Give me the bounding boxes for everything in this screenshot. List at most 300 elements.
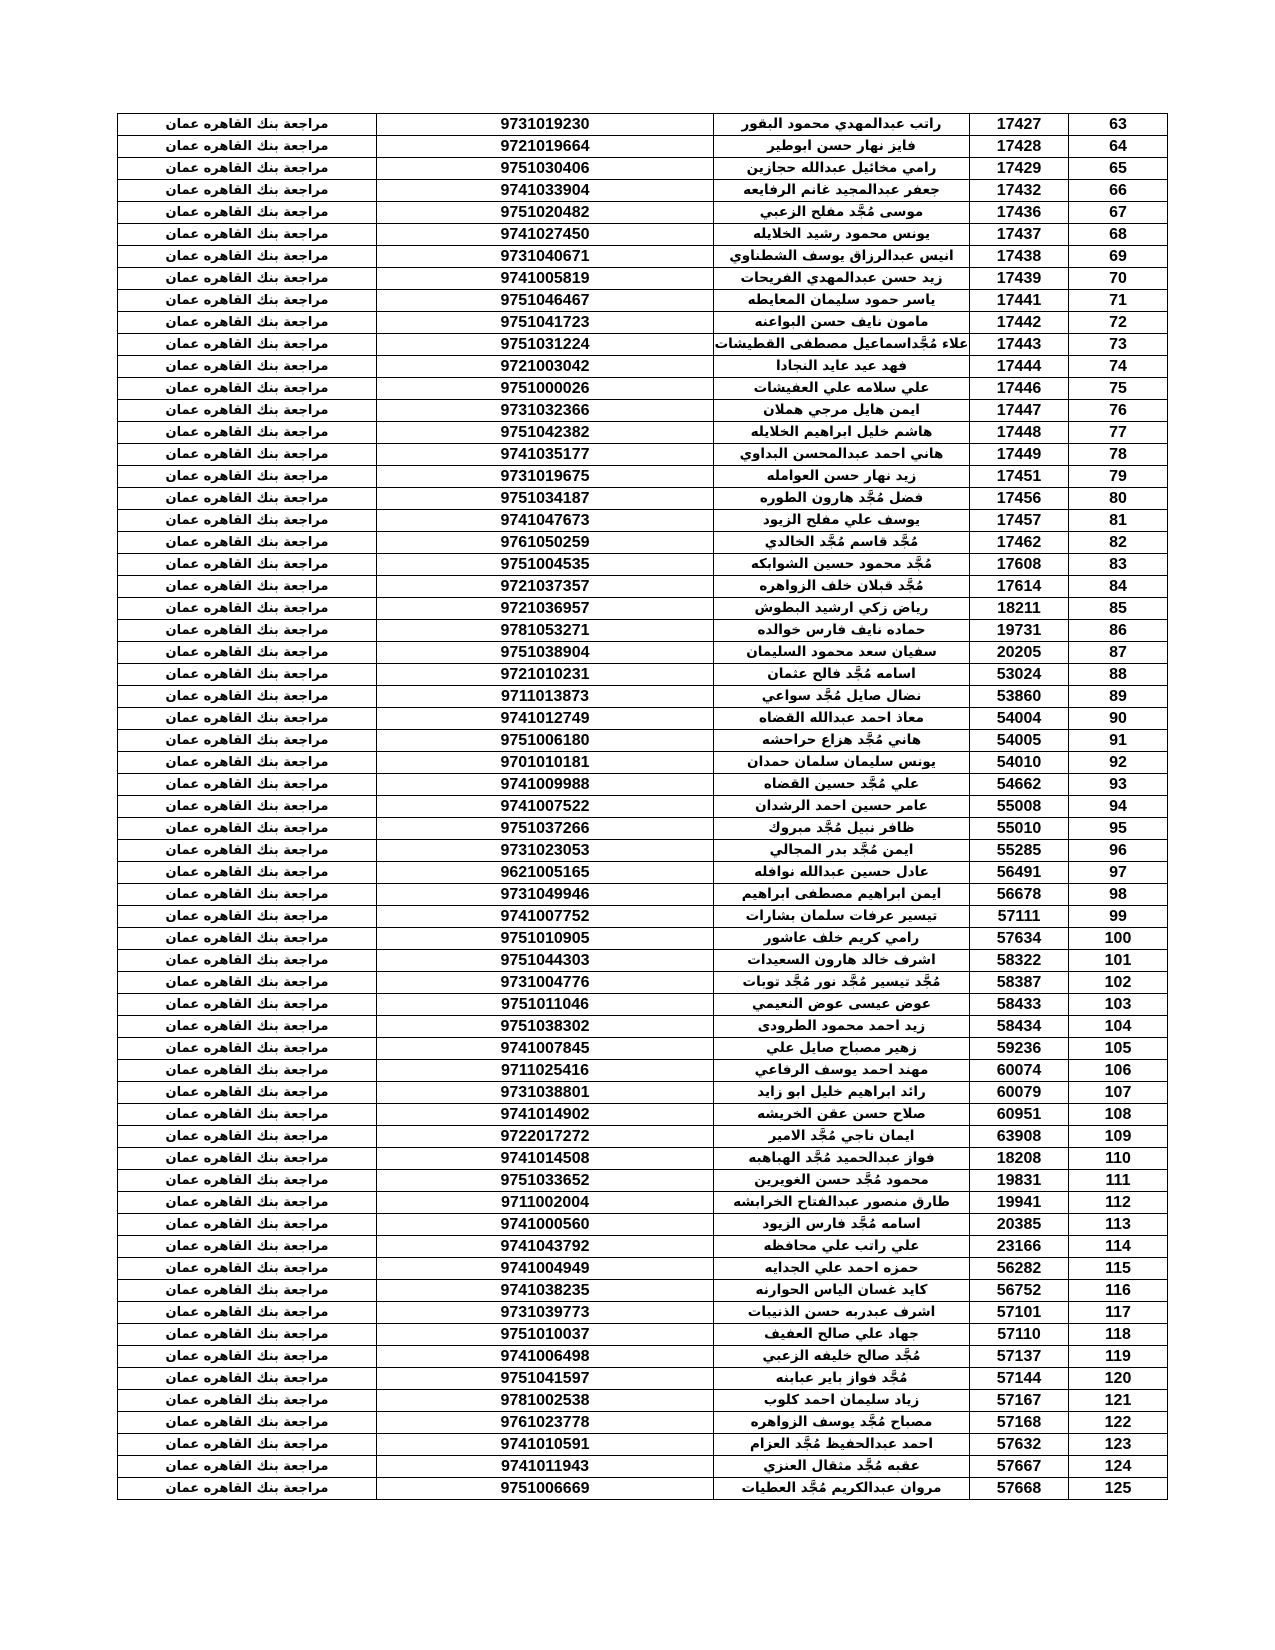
name-cell: نضال صايل مُجَّد سواعي — [714, 686, 970, 708]
employee-number-cell: 17427 — [970, 114, 1069, 136]
seq-cell: 111 — [1069, 1170, 1168, 1192]
note-cell: مراجعة بنك القاهره عمان — [118, 906, 377, 928]
table-row — [118, 1346, 1168, 1368]
note-cell: مراجعة بنك القاهره عمان — [118, 818, 377, 840]
note-cell: مراجعة بنك القاهره عمان — [118, 202, 377, 224]
note-cell: مراجعة بنك القاهره عمان — [118, 642, 377, 664]
name-cell: مامون نايف حسن البواعنه — [714, 312, 970, 334]
seq-cell: 110 — [1069, 1148, 1168, 1170]
note-cell: مراجعة بنك القاهره عمان — [118, 290, 377, 312]
seq-cell: 88 — [1069, 664, 1168, 686]
seq-cell: 116 — [1069, 1280, 1168, 1302]
table-row — [118, 1302, 1168, 1324]
table-row — [118, 290, 1168, 312]
table-row — [118, 1368, 1168, 1390]
seq-cell: 66 — [1069, 180, 1168, 202]
seq-cell: 107 — [1069, 1082, 1168, 1104]
national-id-cell: 9621005165 — [377, 862, 714, 884]
national-id-cell: 9751033652 — [377, 1170, 714, 1192]
name-cell: يونس محمود رشيد الخلايله — [714, 224, 970, 246]
note-cell: مراجعة بنك القاهره عمان — [118, 466, 377, 488]
national-id-cell: 9731019230 — [377, 114, 714, 136]
table-row — [118, 1280, 1168, 1302]
employee-number-cell: 60074 — [970, 1060, 1069, 1082]
name-cell: حمزه احمد علي الجدايه — [714, 1258, 970, 1280]
table-row — [118, 576, 1168, 598]
seq-cell: 105 — [1069, 1038, 1168, 1060]
table-row — [118, 1412, 1168, 1434]
national-id-cell: 9751034187 — [377, 488, 714, 510]
note-cell: مراجعة بنك القاهره عمان — [118, 312, 377, 334]
note-cell: مراجعة بنك القاهره عمان — [118, 554, 377, 576]
name-cell: عادل حسين عبدالله نوافله — [714, 862, 970, 884]
national-id-cell: 9741027450 — [377, 224, 714, 246]
table-row — [118, 1126, 1168, 1148]
employee-number-cell: 17614 — [970, 576, 1069, 598]
national-id-cell: 9751010037 — [377, 1324, 714, 1346]
table-row — [118, 356, 1168, 378]
seq-cell: 87 — [1069, 642, 1168, 664]
note-cell: مراجعة بنك القاهره عمان — [118, 1324, 377, 1346]
national-id-cell: 9741014508 — [377, 1148, 714, 1170]
table-row — [118, 1104, 1168, 1126]
name-cell: زيد حسن عبدالمهدي الفريحات — [714, 268, 970, 290]
note-cell: مراجعة بنك القاهره عمان — [118, 664, 377, 686]
note-cell: مراجعة بنك القاهره عمان — [118, 1060, 377, 1082]
seq-cell: 108 — [1069, 1104, 1168, 1126]
name-cell: محمود مُجَّد حسن الغويرين — [714, 1170, 970, 1192]
national-id-cell: 9741043792 — [377, 1236, 714, 1258]
note-cell: مراجعة بنك القاهره عمان — [118, 884, 377, 906]
employee-number-cell: 55010 — [970, 818, 1069, 840]
employee-number-cell: 17437 — [970, 224, 1069, 246]
employee-number-cell: 54004 — [970, 708, 1069, 730]
note-cell: مراجعة بنك القاهره عمان — [118, 620, 377, 642]
table-row — [118, 1214, 1168, 1236]
employee-number-cell: 17429 — [970, 158, 1069, 180]
note-cell: مراجعة بنك القاهره عمان — [118, 1148, 377, 1170]
employee-number-cell: 17439 — [970, 268, 1069, 290]
note-cell: مراجعة بنك القاهره عمان — [118, 1346, 377, 1368]
name-cell: زيد احمد محمود الطرودى — [714, 1016, 970, 1038]
name-cell: جهاد علي صالح العفيف — [714, 1324, 970, 1346]
seq-cell: 123 — [1069, 1434, 1168, 1456]
national-id-cell: 9711013873 — [377, 686, 714, 708]
name-cell: علي سلامه علي العفيشات — [714, 378, 970, 400]
name-cell: اسامه مُجَّد فالح عثمان — [714, 664, 970, 686]
note-cell: مراجعة بنك القاهره عمان — [118, 532, 377, 554]
table-row — [118, 554, 1168, 576]
name-cell: صلاح حسن عقن الخريشه — [714, 1104, 970, 1126]
seq-cell: 91 — [1069, 730, 1168, 752]
national-id-cell: 9751046467 — [377, 290, 714, 312]
note-cell: مراجعة بنك القاهره عمان — [118, 774, 377, 796]
seq-cell: 125 — [1069, 1478, 1168, 1500]
national-id-cell: 9721037357 — [377, 576, 714, 598]
table-row — [118, 510, 1168, 532]
employee-number-cell: 18208 — [970, 1148, 1069, 1170]
national-id-cell: 9731004776 — [377, 972, 714, 994]
name-cell: ظافر نبيل مُجَّد مبروك — [714, 818, 970, 840]
seq-cell: 120 — [1069, 1368, 1168, 1390]
seq-cell: 70 — [1069, 268, 1168, 290]
note-cell: مراجعة بنك القاهره عمان — [118, 1104, 377, 1126]
note-cell: مراجعة بنك القاهره عمان — [118, 1434, 377, 1456]
table-row — [118, 642, 1168, 664]
table-row — [118, 400, 1168, 422]
table-row — [118, 1434, 1168, 1456]
employee-number-cell: 19941 — [970, 1192, 1069, 1214]
seq-cell: 114 — [1069, 1236, 1168, 1258]
seq-cell: 67 — [1069, 202, 1168, 224]
table-row — [118, 488, 1168, 510]
table-row — [118, 1390, 1168, 1412]
note-cell: مراجعة بنك القاهره عمان — [118, 224, 377, 246]
seq-cell: 96 — [1069, 840, 1168, 862]
table-body — [118, 114, 1168, 1500]
note-cell: مراجعة بنك القاهره عمان — [118, 114, 377, 136]
name-cell: فايز نهار حسن ابوطير — [714, 136, 970, 158]
name-cell: راتب عبدالمهدي محمود البقور — [714, 114, 970, 136]
national-id-cell: 9741014902 — [377, 1104, 714, 1126]
table-row — [118, 708, 1168, 730]
table-row — [118, 906, 1168, 928]
table-row — [118, 1478, 1168, 1500]
name-cell: علي راتب علي محافظه — [714, 1236, 970, 1258]
employee-number-cell: 58322 — [970, 950, 1069, 972]
name-cell: احمد عبدالحفيظ مُجَّد العزام — [714, 1434, 970, 1456]
name-cell: مُجَّد قاسم مُجَّد الخالدي — [714, 532, 970, 554]
national-id-cell: 9731040671 — [377, 246, 714, 268]
seq-cell: 115 — [1069, 1258, 1168, 1280]
seq-cell: 112 — [1069, 1192, 1168, 1214]
national-id-cell: 9731032366 — [377, 400, 714, 422]
name-cell: هاشم خليل ابراهيم الخلايله — [714, 422, 970, 444]
table-row — [118, 1456, 1168, 1478]
note-cell: مراجعة بنك القاهره عمان — [118, 686, 377, 708]
national-id-cell: 9741006498 — [377, 1346, 714, 1368]
note-cell: مراجعة بنك القاهره عمان — [118, 1126, 377, 1148]
employee-number-cell: 53860 — [970, 686, 1069, 708]
table-row — [118, 994, 1168, 1016]
national-id-cell: 9701010181 — [377, 752, 714, 774]
note-cell: مراجعة بنك القاهره عمان — [118, 1390, 377, 1412]
employee-number-cell: 60079 — [970, 1082, 1069, 1104]
employee-number-cell: 17446 — [970, 378, 1069, 400]
name-cell: رامي مخائيل عبدالله حجازين — [714, 158, 970, 180]
employee-number-cell: 57110 — [970, 1324, 1069, 1346]
table-row — [118, 1016, 1168, 1038]
seq-cell: 113 — [1069, 1214, 1168, 1236]
note-cell: مراجعة بنك القاهره عمان — [118, 994, 377, 1016]
employee-number-cell: 17436 — [970, 202, 1069, 224]
seq-cell: 69 — [1069, 246, 1168, 268]
seq-cell: 73 — [1069, 334, 1168, 356]
employee-number-cell: 20385 — [970, 1214, 1069, 1236]
seq-cell: 82 — [1069, 532, 1168, 554]
note-cell: مراجعة بنك القاهره عمان — [118, 422, 377, 444]
seq-cell: 86 — [1069, 620, 1168, 642]
note-cell: مراجعة بنك القاهره عمان — [118, 400, 377, 422]
national-id-cell: 9721010231 — [377, 664, 714, 686]
name-cell: مُجَّد محمود حسين الشوابكه — [714, 554, 970, 576]
national-id-cell: 9741000560 — [377, 1214, 714, 1236]
table-row — [118, 334, 1168, 356]
table-row — [118, 114, 1168, 136]
name-cell: مهند احمد يوسف الرفاعي — [714, 1060, 970, 1082]
employee-number-cell: 58387 — [970, 972, 1069, 994]
employee-number-cell: 63908 — [970, 1126, 1069, 1148]
table-row — [118, 1148, 1168, 1170]
name-cell: هاني مُجَّد هزاع حراحشه — [714, 730, 970, 752]
employee-number-cell: 23166 — [970, 1236, 1069, 1258]
note-cell: مراجعة بنك القاهره عمان — [118, 1302, 377, 1324]
national-id-cell: 9721036957 — [377, 598, 714, 620]
national-id-cell: 9751044303 — [377, 950, 714, 972]
table-row — [118, 620, 1168, 642]
seq-cell: 92 — [1069, 752, 1168, 774]
national-id-cell: 9741047673 — [377, 510, 714, 532]
note-cell: مراجعة بنك القاهره عمان — [118, 268, 377, 290]
name-cell: ياسر حمود سليمان المعايطه — [714, 290, 970, 312]
national-id-cell: 9741033904 — [377, 180, 714, 202]
table-row — [118, 532, 1168, 554]
note-cell: مراجعة بنك القاهره عمان — [118, 1368, 377, 1390]
seq-cell: 121 — [1069, 1390, 1168, 1412]
employee-number-cell: 17451 — [970, 466, 1069, 488]
name-cell: هاني احمد عبدالمحسن البداوي — [714, 444, 970, 466]
name-cell: اشرف خالد هارون السعيدات — [714, 950, 970, 972]
table-row — [118, 796, 1168, 818]
note-cell: مراجعة بنك القاهره عمان — [118, 158, 377, 180]
employee-number-cell: 57144 — [970, 1368, 1069, 1390]
table-row — [118, 752, 1168, 774]
employee-number-cell: 57111 — [970, 906, 1069, 928]
national-id-cell: 9781053271 — [377, 620, 714, 642]
national-id-cell: 9711025416 — [377, 1060, 714, 1082]
employee-number-cell: 53024 — [970, 664, 1069, 686]
note-cell: مراجعة بنك القاهره عمان — [118, 356, 377, 378]
employee-number-cell: 57634 — [970, 928, 1069, 950]
national-id-cell: 9741004949 — [377, 1258, 714, 1280]
employee-number-cell: 55285 — [970, 840, 1069, 862]
seq-cell: 80 — [1069, 488, 1168, 510]
table-row — [118, 422, 1168, 444]
seq-cell: 65 — [1069, 158, 1168, 180]
name-cell: مروان عبدالكريم مُجَّد العطيات — [714, 1478, 970, 1500]
employee-number-cell: 58434 — [970, 1016, 1069, 1038]
employee-number-cell: 19831 — [970, 1170, 1069, 1192]
national-id-cell: 9711002004 — [377, 1192, 714, 1214]
table-row — [118, 312, 1168, 334]
table-row — [118, 884, 1168, 906]
table-row — [118, 928, 1168, 950]
name-cell: ايمن مُجَّد بدر المجالي — [714, 840, 970, 862]
note-cell: مراجعة بنك القاهره عمان — [118, 708, 377, 730]
note-cell: مراجعة بنك القاهره عمان — [118, 1214, 377, 1236]
name-cell: رامي كريم خلف عاشور — [714, 928, 970, 950]
national-id-cell: 9741005819 — [377, 268, 714, 290]
employee-number-cell: 17456 — [970, 488, 1069, 510]
note-cell: مراجعة بنك القاهره عمان — [118, 752, 377, 774]
table-row — [118, 378, 1168, 400]
table-row — [118, 1038, 1168, 1060]
national-id-cell: 9751006669 — [377, 1478, 714, 1500]
national-id-cell: 9741011943 — [377, 1456, 714, 1478]
employee-number-cell: 17449 — [970, 444, 1069, 466]
employee-number-cell: 17443 — [970, 334, 1069, 356]
employee-number-cell: 56678 — [970, 884, 1069, 906]
employee-number-cell: 54005 — [970, 730, 1069, 752]
seq-cell: 85 — [1069, 598, 1168, 620]
table-row — [118, 664, 1168, 686]
employee-number-cell: 17444 — [970, 356, 1069, 378]
employees-table — [117, 113, 1168, 1500]
employee-number-cell: 19731 — [970, 620, 1069, 642]
name-cell: يونس سليمان سلمان حمدان — [714, 752, 970, 774]
note-cell: مراجعة بنك القاهره عمان — [118, 378, 377, 400]
employee-number-cell: 58433 — [970, 994, 1069, 1016]
employee-number-cell: 17608 — [970, 554, 1069, 576]
table-row — [118, 774, 1168, 796]
name-cell: علاء مُجَّداسماعيل مصطفى القطيشات — [714, 334, 970, 356]
note-cell: مراجعة بنك القاهره عمان — [118, 862, 377, 884]
name-cell: زيد نهار حسن العوامله — [714, 466, 970, 488]
employee-number-cell: 54662 — [970, 774, 1069, 796]
national-id-cell: 9751037266 — [377, 818, 714, 840]
table-row — [118, 840, 1168, 862]
note-cell: مراجعة بنك القاهره عمان — [118, 1170, 377, 1192]
national-id-cell: 9741035177 — [377, 444, 714, 466]
table-row — [118, 202, 1168, 224]
name-cell: عوض عيسى عوض النعيمي — [714, 994, 970, 1016]
employee-number-cell: 17462 — [970, 532, 1069, 554]
national-id-cell: 9751030406 — [377, 158, 714, 180]
employee-number-cell: 57101 — [970, 1302, 1069, 1324]
employee-number-cell: 17441 — [970, 290, 1069, 312]
seq-cell: 104 — [1069, 1016, 1168, 1038]
table-row — [118, 180, 1168, 202]
note-cell: مراجعة بنك القاهره عمان — [118, 488, 377, 510]
employee-number-cell: 59236 — [970, 1038, 1069, 1060]
seq-cell: 106 — [1069, 1060, 1168, 1082]
table-row — [118, 246, 1168, 268]
name-cell: علي مُجَّد حسين القضاه — [714, 774, 970, 796]
table-row — [118, 1060, 1168, 1082]
employee-number-cell: 57137 — [970, 1346, 1069, 1368]
national-id-cell: 9751038302 — [377, 1016, 714, 1038]
seq-cell: 119 — [1069, 1346, 1168, 1368]
national-id-cell: 9751042382 — [377, 422, 714, 444]
table-row — [118, 1170, 1168, 1192]
name-cell: سفيان سعد محمود السليمان — [714, 642, 970, 664]
seq-cell: 79 — [1069, 466, 1168, 488]
seq-cell: 89 — [1069, 686, 1168, 708]
national-id-cell: 9741012749 — [377, 708, 714, 730]
employee-number-cell: 17457 — [970, 510, 1069, 532]
seq-cell: 90 — [1069, 708, 1168, 730]
seq-cell: 78 — [1069, 444, 1168, 466]
name-cell: عقبه مُجَّد مثقال العنزي — [714, 1456, 970, 1478]
note-cell: مراجعة بنك القاهره عمان — [118, 136, 377, 158]
employee-number-cell: 55008 — [970, 796, 1069, 818]
seq-cell: 122 — [1069, 1412, 1168, 1434]
seq-cell: 72 — [1069, 312, 1168, 334]
name-cell: ايمن هايل مرجي هملان — [714, 400, 970, 422]
note-cell: مراجعة بنك القاهره عمان — [118, 1236, 377, 1258]
name-cell: زهير مصباح صايل علي — [714, 1038, 970, 1060]
note-cell: مراجعة بنك القاهره عمان — [118, 1192, 377, 1214]
seq-cell: 93 — [1069, 774, 1168, 796]
name-cell: كايد غسان الياس الحوارنه — [714, 1280, 970, 1302]
seq-cell: 76 — [1069, 400, 1168, 422]
seq-cell: 118 — [1069, 1324, 1168, 1346]
table-row — [118, 1192, 1168, 1214]
seq-cell: 75 — [1069, 378, 1168, 400]
note-cell: مراجعة بنك القاهره عمان — [118, 1038, 377, 1060]
seq-cell: 117 — [1069, 1302, 1168, 1324]
note-cell: مراجعة بنك القاهره عمان — [118, 576, 377, 598]
seq-cell: 68 — [1069, 224, 1168, 246]
note-cell: مراجعة بنك القاهره عمان — [118, 1412, 377, 1434]
name-cell: موسى مُجَّد مفلح الزعبي — [714, 202, 970, 224]
employee-number-cell: 17447 — [970, 400, 1069, 422]
national-id-cell: 9751011046 — [377, 994, 714, 1016]
note-cell: مراجعة بنك القاهره عمان — [118, 730, 377, 752]
table-row — [118, 972, 1168, 994]
seq-cell: 97 — [1069, 862, 1168, 884]
name-cell: مُجَّد قبلان خلف الزواهره — [714, 576, 970, 598]
note-cell: مراجعة بنك القاهره عمان — [118, 334, 377, 356]
national-id-cell: 9751020482 — [377, 202, 714, 224]
seq-cell: 63 — [1069, 114, 1168, 136]
employee-number-cell: 57667 — [970, 1456, 1069, 1478]
employee-number-cell: 17438 — [970, 246, 1069, 268]
name-cell: زياد سليمان احمد كلوب — [714, 1390, 970, 1412]
seq-cell: 109 — [1069, 1126, 1168, 1148]
national-id-cell: 9731023053 — [377, 840, 714, 862]
employee-number-cell: 54010 — [970, 752, 1069, 774]
seq-cell: 71 — [1069, 290, 1168, 312]
name-cell: طارق منصور عبدالفتاح الخرابشه — [714, 1192, 970, 1214]
national-id-cell: 9741007845 — [377, 1038, 714, 1060]
note-cell: مراجعة بنك القاهره عمان — [118, 510, 377, 532]
seq-cell: 124 — [1069, 1456, 1168, 1478]
table-row — [118, 1258, 1168, 1280]
employee-number-cell: 17448 — [970, 422, 1069, 444]
name-cell: تيسير عرفات سلمان بشارات — [714, 906, 970, 928]
note-cell: مراجعة بنك القاهره عمان — [118, 1478, 377, 1500]
employee-number-cell: 57632 — [970, 1434, 1069, 1456]
note-cell: مراجعة بنك القاهره عمان — [118, 180, 377, 202]
name-cell: فواز عبدالحميد مُجَّد الهباهبه — [714, 1148, 970, 1170]
seq-cell: 101 — [1069, 950, 1168, 972]
note-cell: مراجعة بنك القاهره عمان — [118, 1258, 377, 1280]
employee-number-cell: 18211 — [970, 598, 1069, 620]
table-row — [118, 1324, 1168, 1346]
table-row — [118, 686, 1168, 708]
note-cell: مراجعة بنك القاهره عمان — [118, 840, 377, 862]
table-row — [118, 730, 1168, 752]
name-cell: مُجَّد تيسير مُجَّد نور مُجَّد توبات — [714, 972, 970, 994]
note-cell: مراجعة بنك القاهره عمان — [118, 1082, 377, 1104]
name-cell: مُجَّد فواز باير عبابنه — [714, 1368, 970, 1390]
national-id-cell: 9722017272 — [377, 1126, 714, 1148]
national-id-cell: 9731038801 — [377, 1082, 714, 1104]
national-id-cell: 9741009988 — [377, 774, 714, 796]
employee-number-cell: 56752 — [970, 1280, 1069, 1302]
name-cell: اشرف عبدربه حسن الذنيبات — [714, 1302, 970, 1324]
